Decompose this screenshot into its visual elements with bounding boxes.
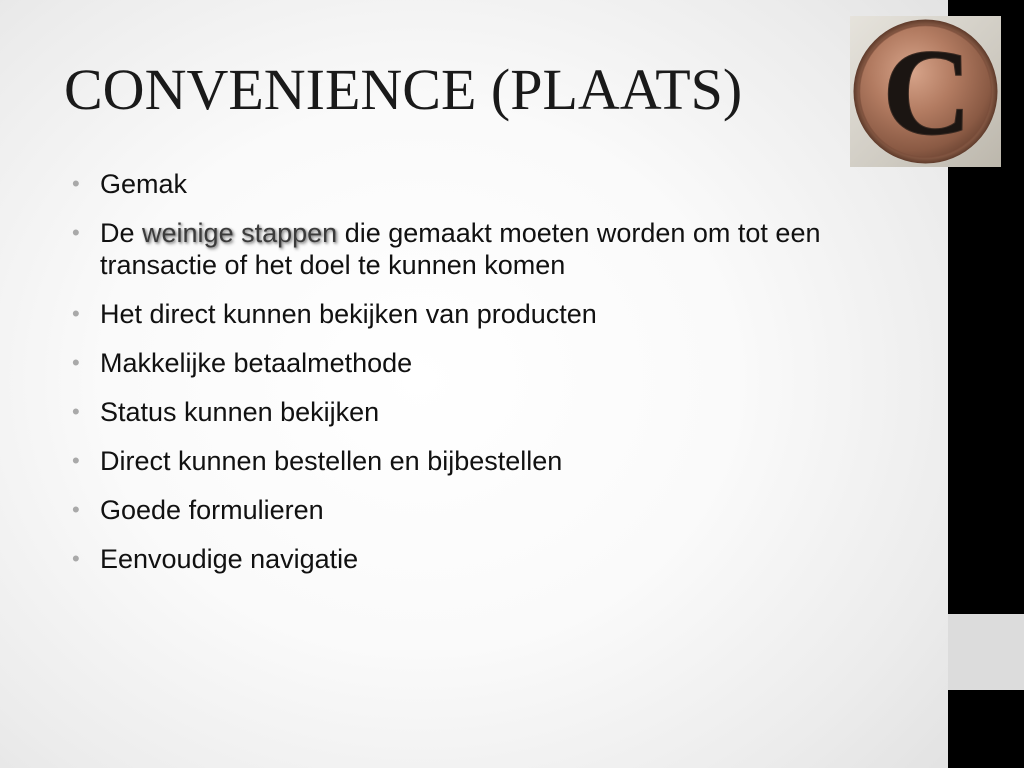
list-item bbox=[72, 543, 948, 575]
coin-svg bbox=[850, 16, 1001, 167]
bullet-text: Goede formulieren bbox=[100, 495, 324, 525]
bullet-text-suffix: die gemaakt moeten worden om tot een bbox=[337, 218, 821, 248]
bullet-dot-icon: • bbox=[72, 399, 80, 424]
bullet-text: Status kunnen bekijken bbox=[100, 397, 380, 427]
list-item bbox=[72, 217, 948, 281]
bullet-dot-icon: • bbox=[72, 350, 80, 375]
bullet-text-emphasis: weinige stappen bbox=[142, 218, 338, 248]
list-item bbox=[72, 396, 948, 428]
bullet-text: Het direct kunnen bekijken van producten bbox=[100, 299, 597, 329]
bullet-text: Direct kunnen bestellen en bijbestellen bbox=[100, 446, 563, 476]
list-item bbox=[72, 347, 948, 379]
bullet-dot-icon: • bbox=[72, 546, 80, 571]
list-item bbox=[72, 298, 948, 330]
bullet-dot-icon: • bbox=[72, 497, 80, 522]
bullet-text: Makkelijke betaalmethode bbox=[100, 348, 413, 378]
list-item bbox=[72, 445, 948, 477]
copper-coin-c-icon bbox=[850, 16, 1001, 167]
slide-title: CONVENIENCE (PLAATS) bbox=[64, 57, 743, 122]
list-item bbox=[72, 494, 948, 526]
bullet-list bbox=[72, 168, 948, 592]
bullet-text: Eenvoudige navigatie bbox=[100, 544, 359, 574]
bullet-dot-icon: • bbox=[72, 171, 80, 196]
bullet-text: Gemak bbox=[100, 169, 188, 199]
bullet-text-prefix: De bbox=[100, 218, 143, 248]
coin-letter: C bbox=[882, 24, 972, 161]
bullet-text-line-2: transactie of het doel te kunnen komen bbox=[100, 250, 566, 280]
bullet-dot-icon: • bbox=[72, 448, 80, 473]
bullet-dot-icon: • bbox=[72, 220, 80, 245]
list-item bbox=[72, 168, 948, 200]
bullet-text-line-1 bbox=[100, 217, 948, 249]
bullet-dot-icon: • bbox=[72, 301, 80, 326]
side-strip-light-band bbox=[948, 614, 1024, 690]
